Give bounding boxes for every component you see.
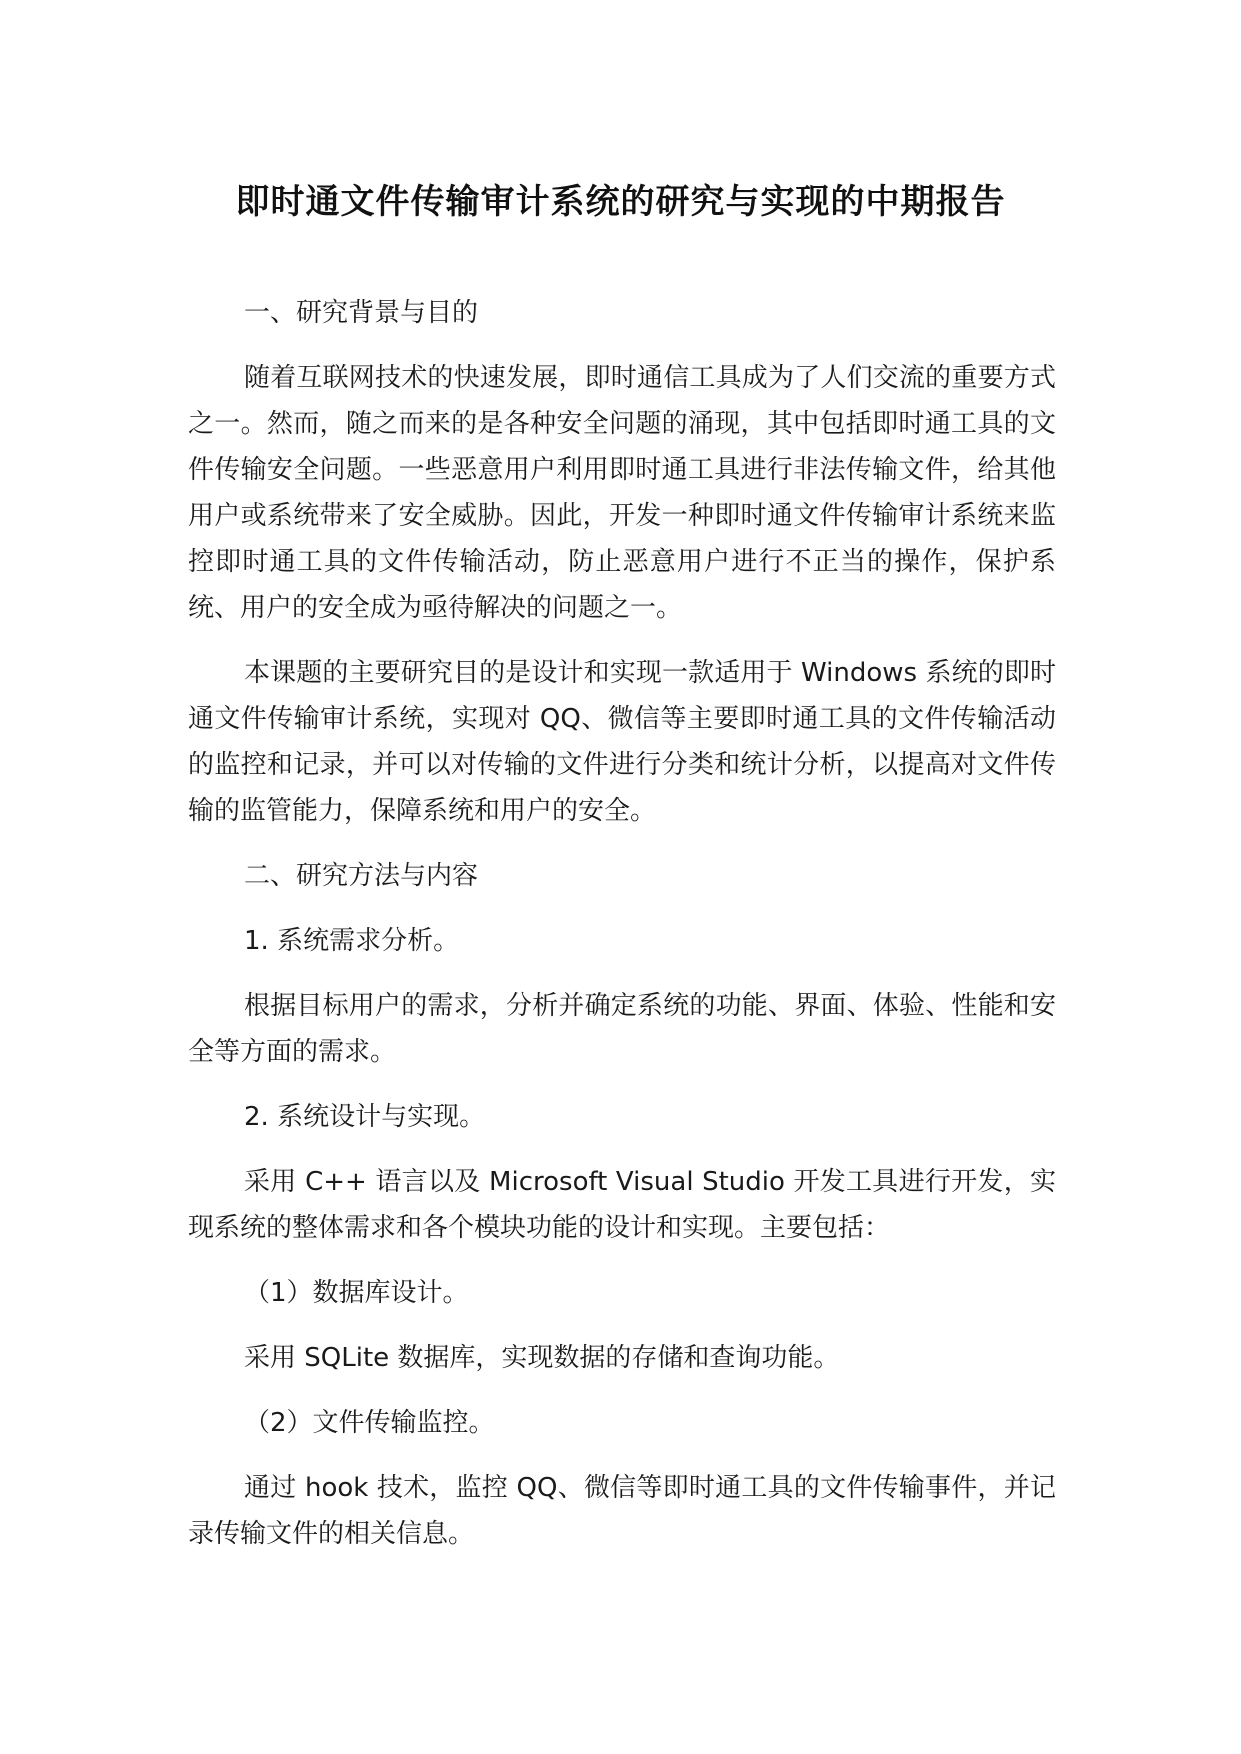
subheading-database: （1）数据库设计。 <box>244 1278 469 1308</box>
paragraph-purpose: 本课题的主要研究目的是设计和实现一款适用于 Windows 系统的即时通文件传输审计系统，实现对 QQ、微信等主要即时通工具的文件传输活动的监控和记录，并可以对传输的文件进行分类和统计分析，以提高对文件传输的监管能力，保障系统和用户的安全。 <box>188 658 1056 826</box>
paragraph-background: 随着互联网技术的快速发展，即时通信工具成为了人们交流的重要方式之一。然而，随之而来的是各种安全问题的涌现，其中包括即时通工具的文件传输安全问题。一些恶意用户利用即时通工具进行非法传输文件，给其他用户或系统带来了安全威胁。因此，开发一种即时通文件传输审计系统来监控即时通工具的文件传输活动，防止恶意用户进行不正当的操作，保护系统、用户的安全成为亟待解决的问题之一。 <box>188 363 1056 623</box>
section-heading-background: 一、研究背景与目的 <box>244 298 479 328</box>
document-body <box>188 290 1056 1576</box>
document-title: 即时通文件传输审计系统的研究与实现的中期报告 <box>235 182 1006 222</box>
paragraph-monitoring: 通过 hook 技术，监控 QQ、微信等即时通工具的文件传输事件，并记录传输文件的相关信息。 <box>188 1473 1056 1549</box>
paragraph-database: 采用 SQLite 数据库，实现数据的存储和查询功能。 <box>244 1343 840 1373</box>
section-heading-methods: 二、研究方法与内容 <box>244 861 479 891</box>
paragraph-requirements: 根据目标用户的需求，分析并确定系统的功能、界面、体验、性能和安全等方面的需求。 <box>188 991 1056 1067</box>
subheading-design: 2. 系统设计与实现。 <box>244 1102 486 1132</box>
paragraph-design: 采用 C++ 语言以及 Microsoft Visual Studio 开发工具进行开发，实现系统的整体需求和各个模块功能的设计和实现。主要包括： <box>188 1167 1056 1243</box>
subheading-requirements: 1. 系统需求分析。 <box>244 926 460 956</box>
subheading-monitoring: （2）文件传输监控。 <box>244 1408 495 1438</box>
